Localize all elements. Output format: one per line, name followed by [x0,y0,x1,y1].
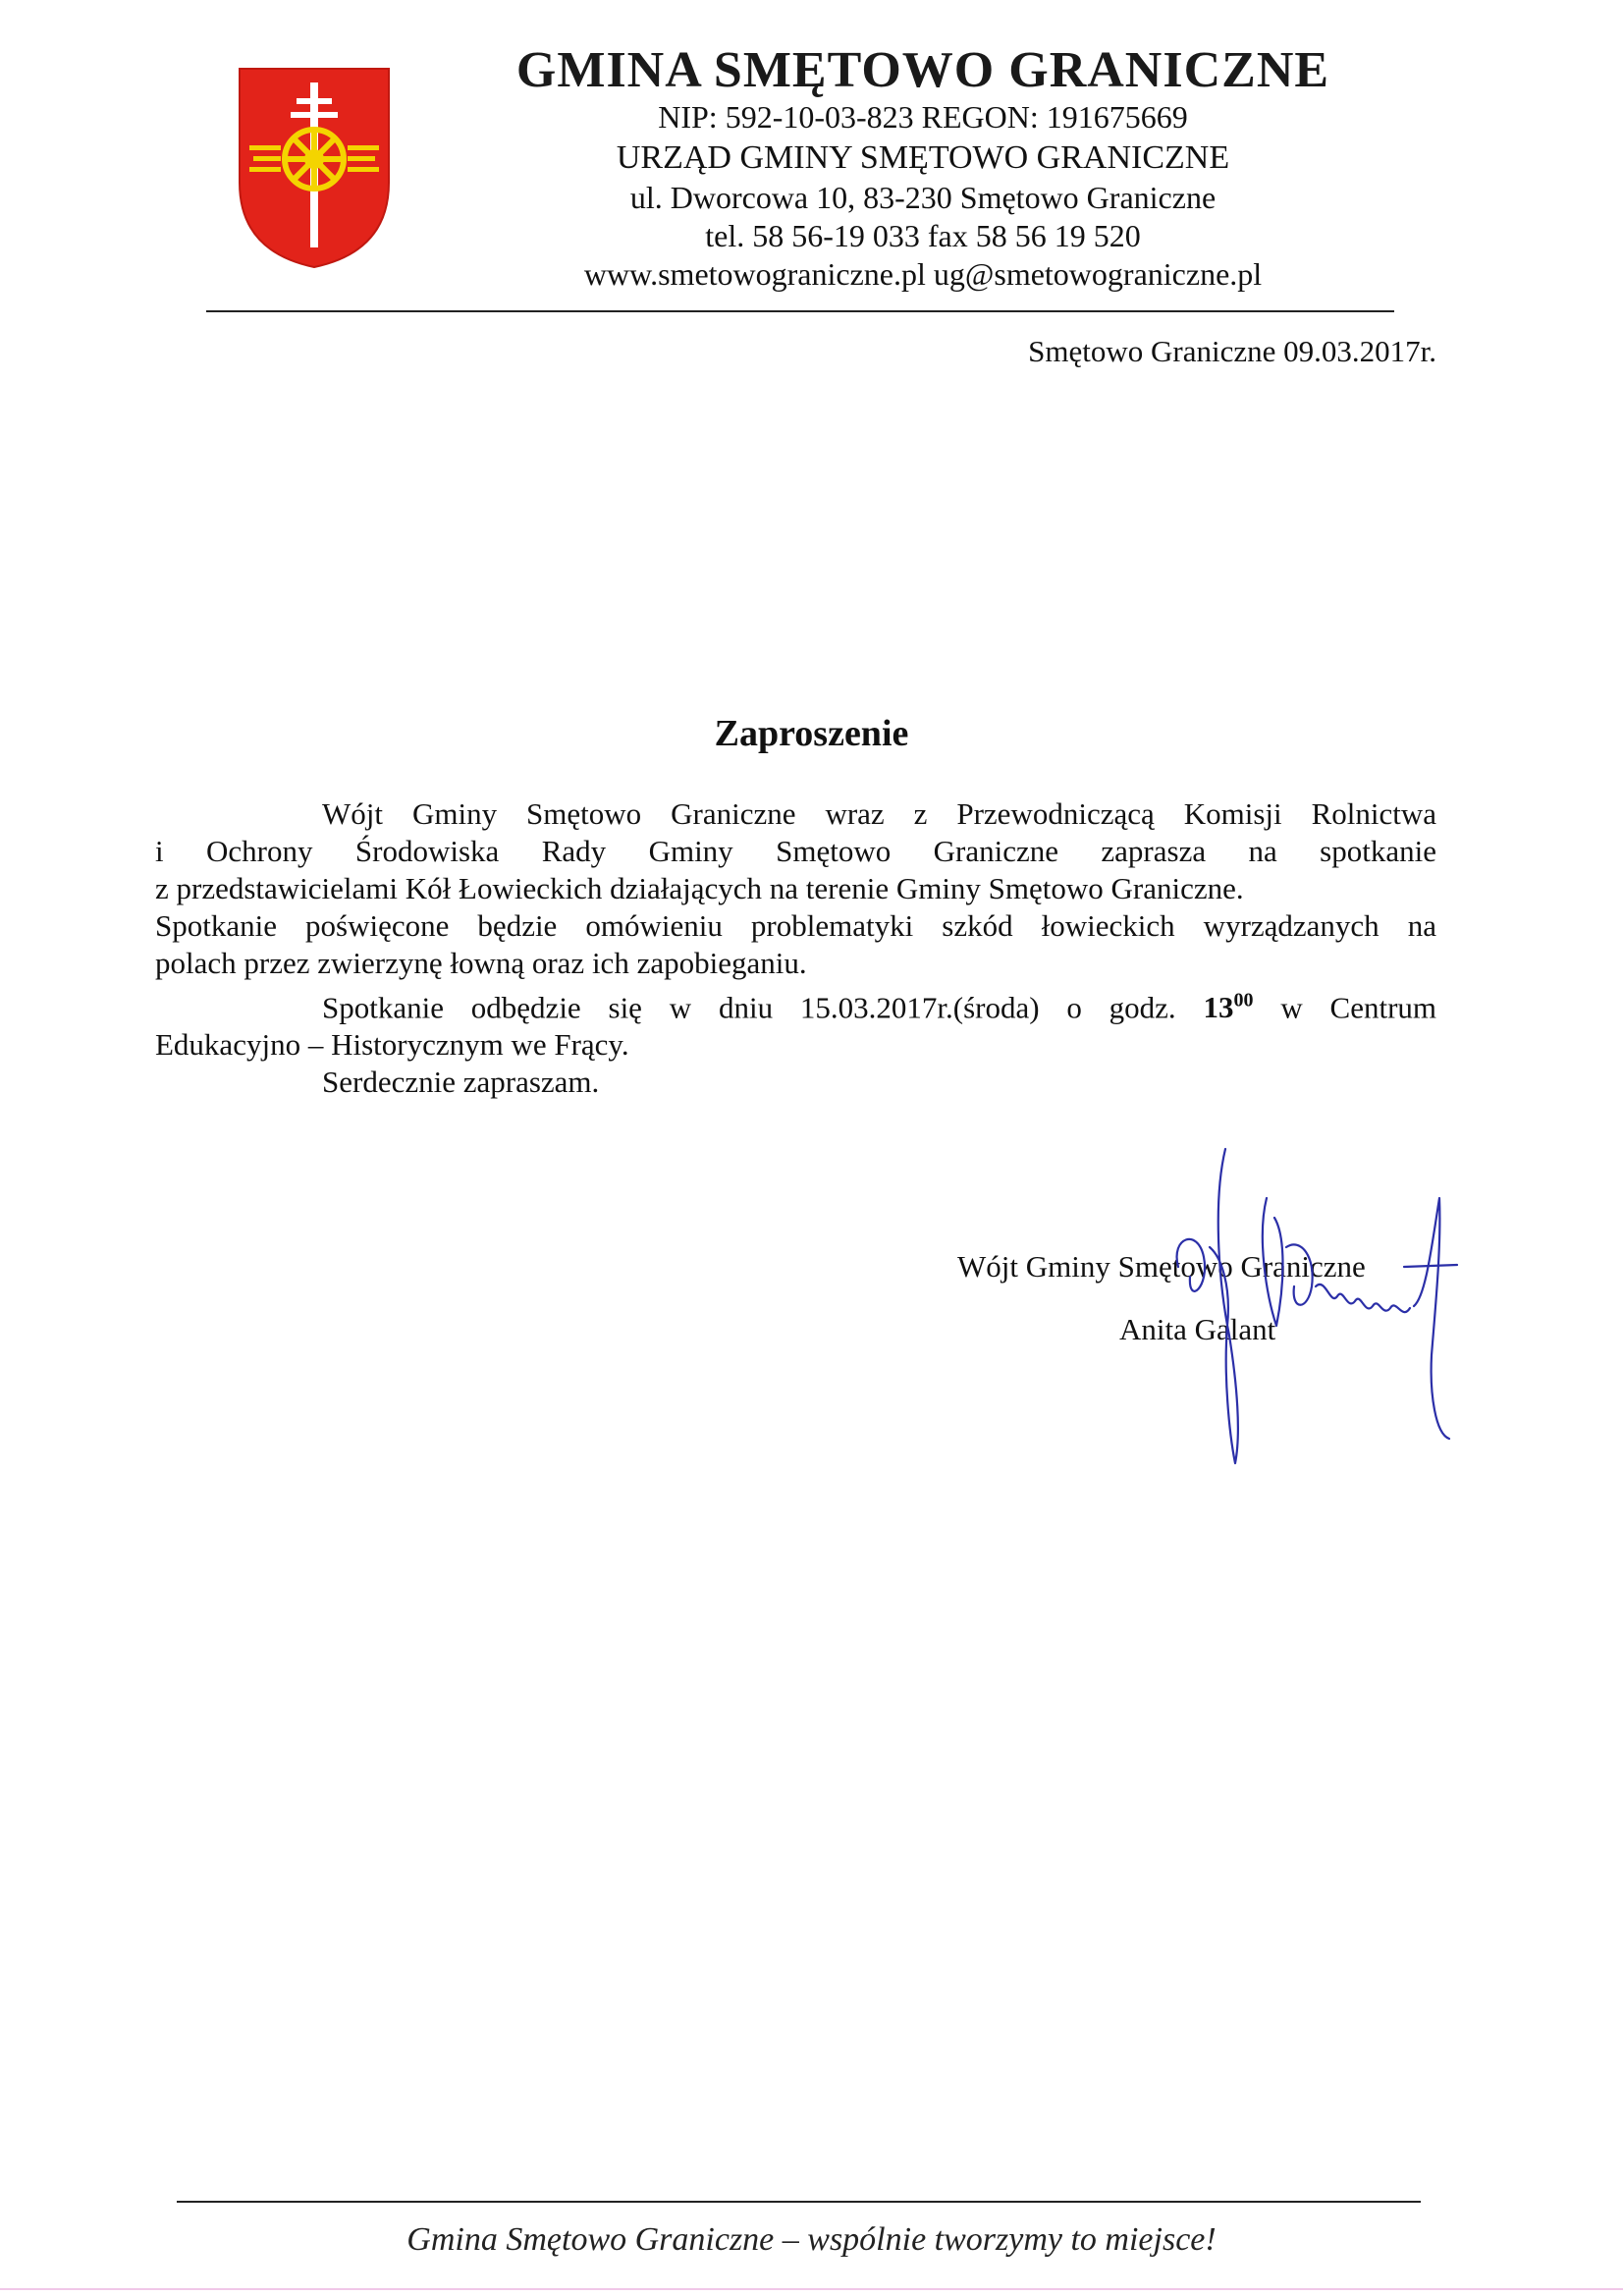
body-line: i Ochrony Środowiska Rady Gminy Smętowo Graniczne zaprasza na spotkanie [155,834,1436,868]
phone-fax-line: tel. 58 56-19 033 fax 58 56 19 520 [705,218,1141,253]
signatory-name: Anita Galant [1119,1312,1276,1346]
website-email-line: www.smetowograniczne.pl ug@smetowograniczne.pl [583,256,1263,292]
place-and-date: Smętowo Graniczne 09.03.2017r. [1028,334,1436,368]
municipality-title: GMINA SMĘTOWO GRANICZNE [515,42,1330,98]
document-title: Zaproszenie [714,713,909,754]
body-line: Edukacyjno – Historycznym we Frący. [155,1027,629,1063]
signatory-role: Wójt Gminy Smętowo Graniczne [957,1249,1366,1284]
body-line: Spotkanie poświęcone będzie omówieniu problematyki szkód łowieckich wyrządzanych na [155,908,1436,943]
letter-body [155,795,1436,1101]
crest-cross-bar-top [297,98,332,104]
footer-motto: Gmina Smętowo Graniczne – wspólnie tworzymy to miejsce! [406,2221,1217,2258]
closing-line: Serdecznie zapraszam. [322,1065,600,1100]
handwritten-signature [1119,1139,1483,1473]
crest-wing-left [249,145,281,172]
header-divider [206,310,1394,312]
crest-wing-right [348,145,379,172]
meeting-date-text: Spotkanie odbędzie się w dniu 15.03.2017r.(środa) o godz. [322,990,1176,1025]
crest-cross-bar-bottom [291,112,338,118]
nip-regon-line: NIP: 592-10-03-823 REGON: 191675669 [658,99,1188,135]
office-name: URZĄD GMINY SMĘTOWO GRANICZNE [616,139,1230,176]
office-address: ul. Dworcowa 10, 83-230 Smętowo Graniczne [629,180,1217,215]
footer-divider [177,2201,1421,2203]
meeting-place-start: w Centrum [1280,990,1437,1025]
crest-wheel [285,130,344,189]
body-line: polach przez zwierzynę łowną oraz ich zapobieganiu. [155,946,807,980]
page-edge-line [0,2288,1623,2290]
coat-of-arms-crest [236,65,393,271]
body-line: Wójt Gminy Smętowo Graniczne wraz z Przewodniczącą Komisji Rolnictwa [322,796,1436,831]
meeting-hour: $13^{00}$ [1203,990,1254,1025]
body-line-meeting-time [155,982,1436,1026]
body-line: z przedstawicielami Kół Łowieckich działających na terenie Gminy Smętowo Graniczne. [155,871,1244,905]
